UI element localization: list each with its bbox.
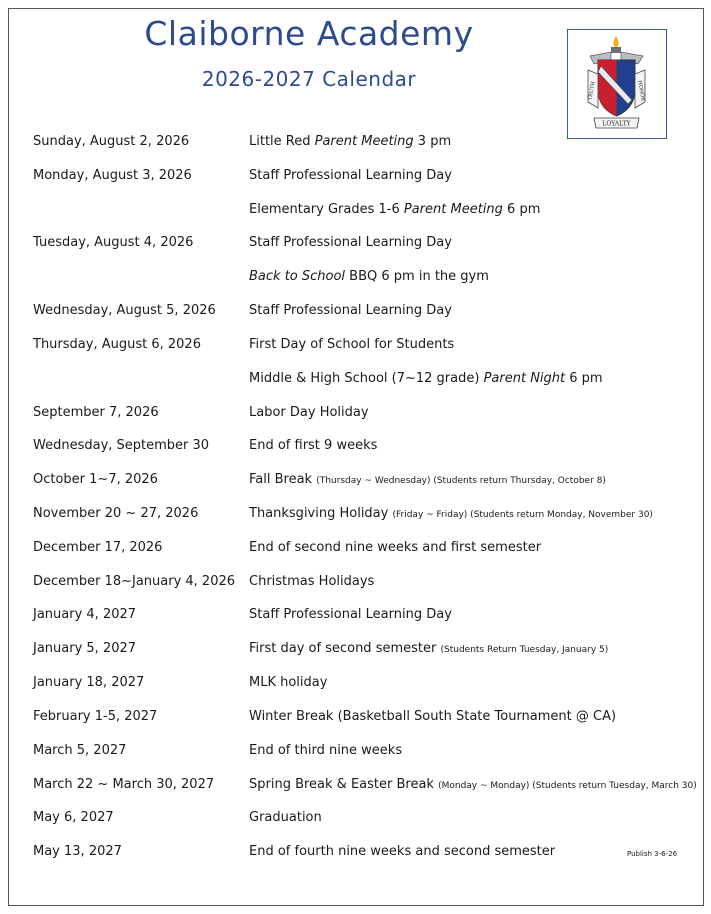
event-text: BBQ 6 pm in the gym — [345, 269, 489, 285]
calendar-row — [9, 537, 703, 559]
event-text-italic: Parent Night — [483, 370, 566, 386]
event-date: May 6, 2027 — [33, 810, 114, 826]
calendar-subtitle: 2026-2027 Calendar — [201, 67, 417, 91]
event-date: February 1-5, 2027 — [33, 708, 158, 724]
event-note: (Thursday ~ Wednesday) (Students return Thursday, October 8) — [316, 476, 606, 487]
event-text: Graduation — [249, 810, 322, 826]
flame-shape — [613, 36, 618, 48]
event-description — [249, 368, 603, 390]
event-text-italic: Parent Meeting — [403, 201, 503, 217]
calendar-row — [9, 706, 703, 728]
event-description — [249, 334, 454, 356]
event-description — [249, 469, 606, 492]
event-text: Labor Day Holiday — [249, 404, 369, 420]
event-date: March 5, 2027 — [33, 742, 127, 758]
torch-cup — [611, 47, 621, 53]
event-description — [249, 435, 377, 457]
event-text: 3 pm — [413, 134, 452, 149]
calendar-row — [9, 368, 703, 390]
event-text: Staff Professional Learning Day — [249, 303, 452, 319]
event-description — [249, 503, 653, 526]
calendar-row — [9, 672, 703, 694]
event-description — [249, 131, 451, 153]
event-text: End of fourth nine weeks and second semester — [249, 844, 556, 860]
event-text: End of second nine weeks and first semester — [249, 539, 542, 555]
calendar-row — [9, 841, 703, 863]
event-date: September 7, 2026 — [33, 404, 159, 420]
event-text: Staff Professional Learning Day — [249, 235, 452, 251]
event-text-italic: Parent Meeting — [314, 134, 414, 149]
page-title: Claiborne Academy — [144, 14, 474, 53]
event-description — [249, 571, 374, 593]
event-date: January 5, 2027 — [33, 641, 137, 657]
event-text: Spring Break & Easter Break — [249, 776, 439, 792]
event-date: October 1~7, 2026 — [33, 472, 158, 488]
event-description — [249, 402, 369, 424]
calendar-row — [9, 435, 703, 457]
event-description — [249, 706, 616, 728]
school-crest-icon — [568, 30, 665, 137]
event-text: Staff Professional Learning Day — [249, 167, 452, 183]
calendar-row — [9, 165, 703, 187]
event-note: (Friday ~ Friday) (Students return Monday, November 30) — [392, 510, 653, 521]
calendar-row — [9, 300, 703, 322]
calendar-row — [9, 571, 703, 593]
event-date: Wednesday, September 30 — [33, 438, 210, 454]
calendar-row — [9, 503, 703, 525]
event-date: Tuesday, August 4, 2026 — [33, 235, 194, 251]
calendar-row — [9, 807, 703, 829]
event-description — [249, 604, 452, 626]
event-note: (Monday ~ Monday) (Students return Tuesday, March 30) — [438, 780, 697, 791]
school-crest — [567, 29, 667, 139]
event-description — [249, 232, 452, 254]
event-note: (Students Return Tuesday, January 5) — [440, 645, 609, 656]
event-text: 6 pm — [565, 370, 603, 386]
event-text: Fall Break — [249, 472, 317, 488]
event-text: First Day of School for Students — [249, 336, 455, 352]
event-text: MLK holiday — [249, 675, 328, 691]
event-text: End of first 9 weeks — [249, 438, 378, 454]
event-date: Sunday, August 2, 2026 — [33, 134, 190, 149]
calendar-row — [9, 638, 703, 660]
event-text: Middle & High School (7~12 grade) — [249, 370, 484, 386]
calendar-row — [9, 740, 703, 762]
event-text: First day of second semester — [249, 641, 441, 657]
calendar-row — [9, 131, 703, 153]
event-date: January 4, 2027 — [33, 607, 137, 623]
event-description — [249, 672, 327, 694]
event-description — [249, 841, 555, 863]
event-text: End of third nine weeks — [249, 742, 403, 758]
event-description — [249, 199, 540, 221]
event-date: Monday, August 3, 2026 — [33, 167, 192, 183]
event-text-italic: Back to School — [249, 269, 346, 285]
event-text: Little Red — [249, 134, 315, 149]
event-date: January 18, 2027 — [33, 675, 145, 691]
event-text: Winter Break (Basketball South State Tournament @ CA) — [249, 708, 617, 724]
event-date: Thursday, August 6, 2026 — [33, 336, 201, 352]
calendar-row — [9, 469, 703, 491]
event-description — [249, 266, 489, 288]
calendar-row — [9, 334, 703, 356]
event-description — [249, 537, 541, 559]
event-description — [249, 300, 452, 322]
banner-text-left: TRUTH — [587, 80, 597, 101]
banner-text-right: HONOR — [636, 80, 646, 102]
event-description — [249, 774, 697, 797]
event-date: March 22 ~ March 30, 2027 — [33, 776, 215, 792]
event-date: Wednesday, August 5, 2026 — [33, 303, 216, 319]
event-description — [249, 638, 608, 661]
calendar-row — [9, 604, 703, 626]
event-text: Elementary Grades 1-6 — [249, 201, 404, 217]
event-description — [249, 740, 402, 762]
banner-text-bottom: LOYALTY — [602, 120, 631, 128]
event-date: November 20 ~ 27, 2026 — [33, 506, 199, 522]
event-date: May 13, 2027 — [33, 844, 122, 860]
calendar-row — [9, 402, 703, 424]
calendar-page — [8, 8, 704, 906]
event-text: Staff Professional Learning Day — [249, 607, 452, 623]
event-date: December 17, 2026 — [33, 539, 163, 555]
publish-note: Publish 3-6-26 — [627, 850, 678, 858]
event-date: December 18~January 4, 2026 — [33, 573, 236, 589]
calendar-row — [9, 774, 703, 796]
event-description — [249, 807, 322, 829]
event-text: Christmas Holidays — [249, 573, 375, 589]
event-description — [249, 165, 452, 187]
event-text: Thanksgiving Holiday — [249, 506, 393, 522]
calendar-row — [9, 199, 703, 221]
event-text: 6 pm — [502, 201, 541, 217]
calendar-row — [9, 266, 703, 288]
calendar-row — [9, 232, 703, 254]
